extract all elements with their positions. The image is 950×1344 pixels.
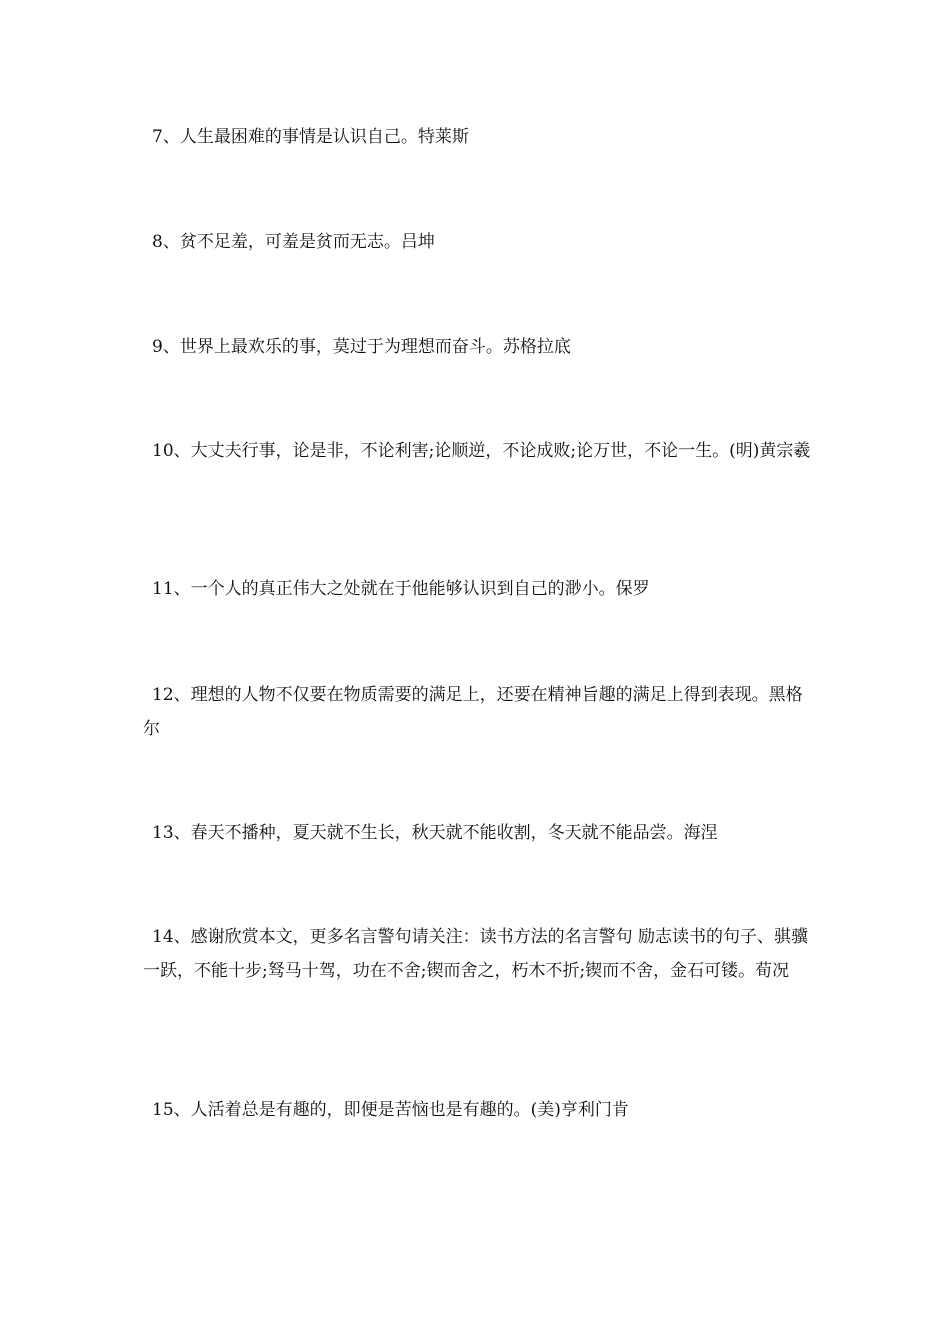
quote-14: 14、感谢欣赏本文，更多名言警句请关注：读书方法的名言警句 励志读书的句子、骐骥一跃，不能十步;驽马十驾，功在不舍;锲而舍之，朽木不折;锲而不舍，金石可镂。荀况	[143, 927, 809, 981]
quote-15: 15、人活着总是有趣的，即便是苦恼也是有趣的。(美)亨利门肯	[152, 1100, 629, 1120]
quote-10: 10、大丈夫行事，论是非，不论利害;论顺逆，不论成败;论万世，不论一生。(明)黄宗羲	[152, 441, 811, 461]
quote-12: 12、理想的人物不仅要在物质需要的满足上，还要在精神旨趣的满足上得到表现。黑格尔	[143, 685, 803, 739]
quote-11: 11、一个人的真正伟大之处就在于他能够认识到自己的渺小。保罗	[152, 579, 650, 599]
quote-8: 8、贫不足羞，可羞是贫而无志。吕坤	[152, 232, 435, 252]
quote-13: 13、春天不播种，夏天就不生长，秋天就不能收割，冬天就不能品尝。海涅	[152, 823, 718, 843]
quote-9: 9、世界上最欢乐的事，莫过于为理想而奋斗。苏格拉底	[152, 337, 571, 357]
quote-7: 7、人生最困难的事情是认识自己。特莱斯	[152, 127, 469, 147]
